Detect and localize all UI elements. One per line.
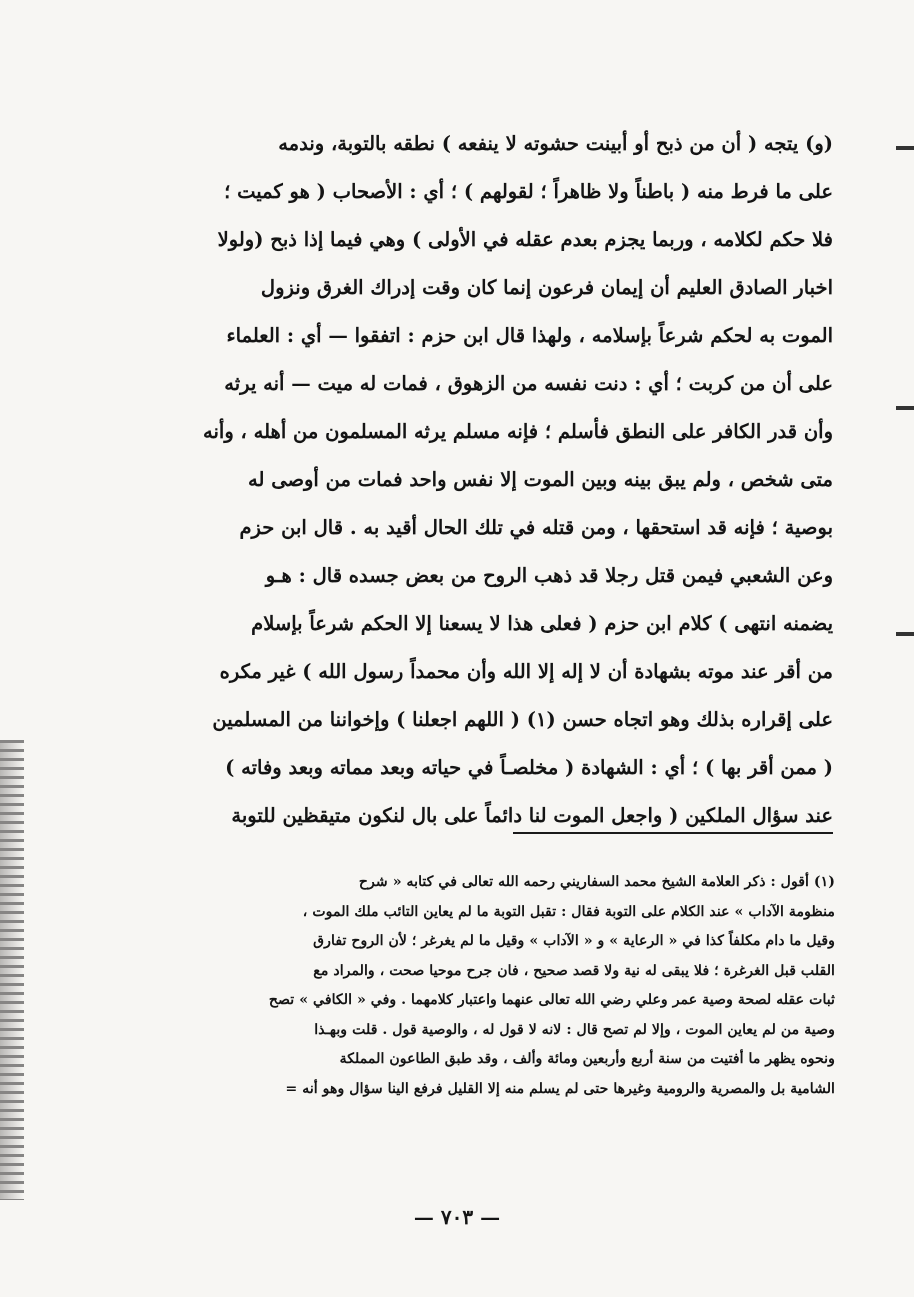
footnote-line: وصية من لم يعاين الموت ، وإلا لم تصح قال : لانه لا قول له ، والوصية قول . قلت وبهـذا <box>314 1021 835 1038</box>
main-text-line: متى شخص ، ولم يبق بينه وبين الموت إلا نفس واحد فمات من أوصى له <box>248 468 833 491</box>
footnote-line: القلب قبل الغرغرة ؛ فلا يبقى له نية ولا قصد صحيح ، فان جرح موحيا صحت ، والمراد مع <box>313 962 835 979</box>
main-text-block <box>108 120 833 840</box>
footnote-line: ثبات عقله لصحة وصية عمر وعلي رضي الله تعالى عنهما واعتبار كلامهما . وفي « الكافي » تصح <box>268 992 835 1008</box>
main-text-line: من أقر عند موته بشهادة أن لا إله إلا الله وأن محمداً رسول الله ) غير مكره <box>219 660 833 683</box>
footnote-block <box>100 868 835 1104</box>
page-number: — ٧٠٣ — <box>413 1205 501 1229</box>
main-text-line: يضمنه انتهى ) كلام ابن حزم ( فعلى هذا لا يسعنا إلا الحكم شرعاً بإسلام <box>251 612 833 635</box>
main-text-line: على ما فرط منه ( باطناً ولا ظاهراً ؛ لقولهم ) ؛ أي : الأصحاب ( هو كميت ؛ <box>224 180 833 203</box>
main-text-line: وعن الشعبي فيمن قتل رجلا قد ذهب الروح من بعض جسده قال : هـو <box>265 564 833 587</box>
footnote-line: (١) أقول : ذكر العلامة الشيخ محمد السفاريني رحمه الله تعالى في كتابه « شرح <box>358 874 835 890</box>
main-text-line: وأن قدر الكافر على النطق فأسلم ؛ فإنه مسلم يرثه المسلمون من أهله ، وأنه <box>203 420 833 443</box>
scan-edge-mark <box>896 632 914 636</box>
main-text-line: الموت به لحكم شرعاً بإسلامه ، ولهذا قال ابن حزم : اتفقوا — أي : العلماء <box>226 324 833 347</box>
scan-edge-mark <box>896 146 914 150</box>
scan-edge-shadow <box>0 740 24 1200</box>
footnote-line: الشامية بل والمصرية والرومية وغيرها حتى لم يسلم منه إلا القليل فرفع الينا سؤال وهو أنه = <box>285 1080 835 1097</box>
footnote-line: منظومة الآداب » عند الكلام على التوبة فقال : تقبل التوبة ما لم يعاين التائب ملك الموت ، <box>302 903 835 920</box>
main-text-line: على أن من كربت ؛ أي : دنت نفسه من الزهوق ، فمات له ميت — أنه يرثه <box>224 372 833 395</box>
footnote-separator <box>513 832 833 834</box>
main-text-line: عند سؤال الملكين ( واجعل الموت لنا دائماً على بال لنكون متيقظين للتوبة <box>231 804 833 827</box>
main-text-line: اخبار الصادق العليم أن إيمان فرعون إنما كان وقت إدراك الغرق ونزول <box>260 276 833 299</box>
footnote-line: ونحوه يظهر ما أفتيت من سنة أربع وأربعين ومائة وألف ، وقد طبق الطاعون المملكة <box>339 1051 835 1067</box>
main-text-line: ( ممن أقر بها ) ؛ أي : الشهادة ( مخلصـاً في حياته وبعد مماته وبعد وفاته ) <box>225 756 833 779</box>
main-text-line: بوصية ؛ فإنه قد استحقها ، ومن قتله في تلك الحال أقيد به . قال ابن حزم <box>239 516 833 539</box>
main-text-line: فلا حكم لكلامه ، وربما يجزم بعدم عقله في الأولى ) وهي فيما إذا ذبح (ولولا <box>217 228 833 251</box>
scan-edge-mark <box>896 406 914 410</box>
main-text-line: على إقراره بذلك وهو اتجاه حسن (١) ( اللهم اجعلنا ) وإخواننا من المسلمين <box>212 708 833 731</box>
main-text-line: (و) يتجه ( أن من ذبح أو أبينت حشوته لا ينفعه ) نطقه بالتوبة، وندمه <box>278 132 833 155</box>
footnote-line: وقيل ما دام مكلفاً كذا في « الرعاية » و « الآداب » وقيل ما لم يغرغر ؛ لأن الروح تفارق <box>313 933 835 949</box>
